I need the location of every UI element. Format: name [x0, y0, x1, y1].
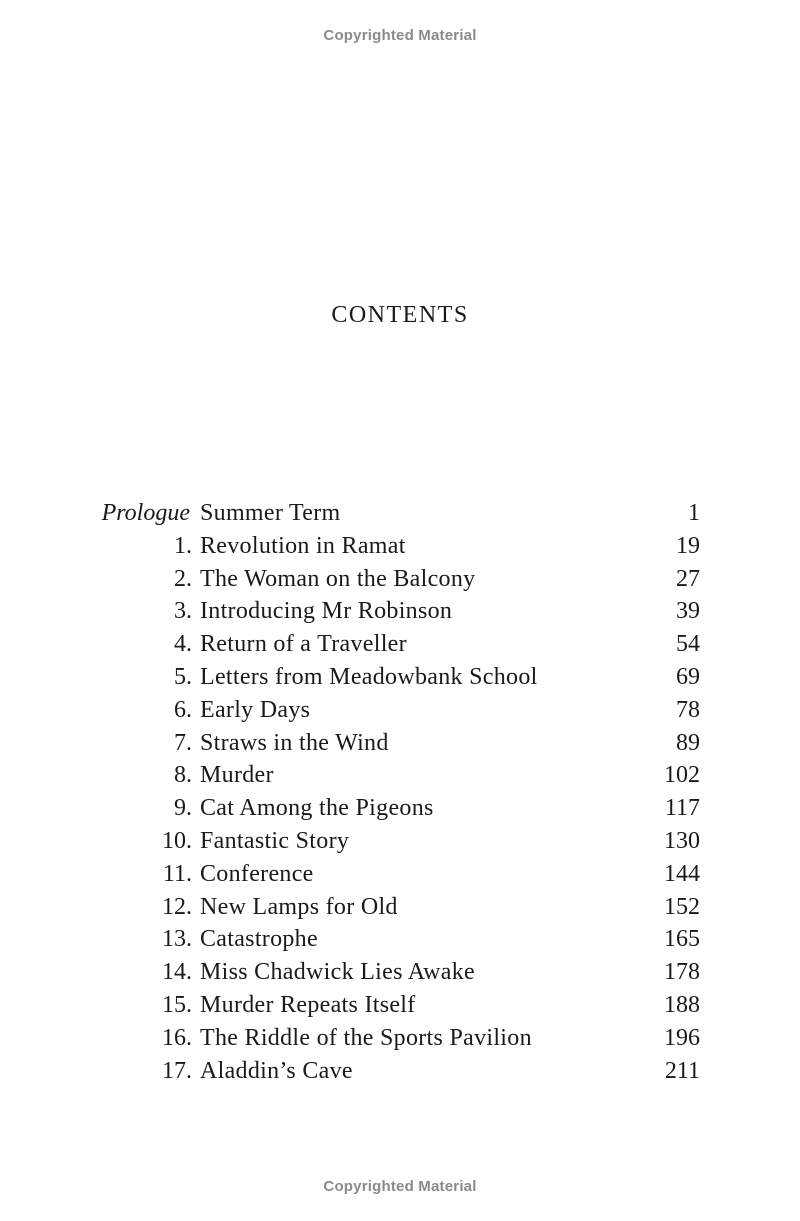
watermark-bottom: Copyrighted Material [323, 1178, 477, 1195]
toc-chapter-number: 14. [162, 959, 192, 986]
toc-page-number: 130 [664, 827, 700, 854]
toc-chapter-title: Murder Repeats Itself [200, 991, 416, 1018]
toc-page-number: 78 [676, 696, 700, 723]
toc-chapter-title: The Woman on the Balcony [200, 565, 476, 592]
toc-chapter-title: Murder [200, 762, 274, 789]
toc-chapter-number: 8. [174, 762, 192, 789]
toc-entry [0, 759, 800, 792]
toc-chapter-title: Letters from Meadowbank School [200, 663, 538, 690]
toc-chapter-number: 12. [162, 893, 192, 920]
toc-chapter-title: Straws in the Wind [200, 729, 389, 756]
toc-chapter-number: 15. [162, 991, 192, 1018]
toc-chapter-number: 17. [162, 1057, 192, 1084]
toc-chapter-number: 6. [174, 696, 192, 723]
toc-page-number: 27 [676, 565, 700, 592]
toc-page-number: 196 [664, 1024, 700, 1051]
contents-heading: CONTENTS [331, 302, 469, 328]
toc-entry [0, 497, 800, 530]
table-of-contents [0, 497, 800, 1087]
toc-chapter-number: 4. [174, 631, 192, 658]
toc-entry [0, 727, 800, 760]
toc-chapter-number: 7. [174, 729, 192, 756]
toc-chapter-number: 5. [174, 663, 192, 690]
toc-entry [0, 661, 800, 694]
toc-chapter-title: Revolution in Ramat [200, 532, 406, 559]
toc-chapter-number: 3. [174, 598, 192, 625]
toc-entry [0, 1022, 800, 1055]
toc-page-number: 188 [664, 991, 700, 1018]
toc-entry [0, 563, 800, 596]
toc-page-number: 39 [676, 598, 700, 625]
toc-entry [0, 989, 800, 1022]
toc-page-number: 117 [664, 795, 700, 822]
toc-chapter-title: Conference [200, 860, 314, 887]
toc-entry [0, 694, 800, 727]
toc-page-number: 152 [664, 893, 700, 920]
toc-entry [0, 923, 800, 956]
toc-page-number: 54 [676, 631, 700, 658]
toc-chapter-number: 9. [174, 795, 192, 822]
toc-prologue-label: Prologue [101, 500, 190, 526]
toc-chapter-title: Catastrophe [200, 926, 318, 953]
toc-page-number: 89 [676, 729, 700, 756]
toc-page-number: 165 [664, 926, 700, 953]
toc-entry [0, 956, 800, 989]
watermark-top: Copyrighted Material [323, 27, 477, 44]
toc-page-number: 178 [664, 959, 700, 986]
toc-entry [0, 825, 800, 858]
toc-page-number: 102 [664, 762, 700, 789]
toc-entry [0, 1055, 800, 1088]
toc-entry [0, 595, 800, 628]
toc-page-number: 211 [664, 1057, 700, 1084]
toc-chapter-number: 1. [174, 532, 192, 559]
toc-chapter-number: 2. [174, 565, 192, 592]
toc-chapter-number: 16. [162, 1024, 192, 1051]
toc-page-number: 69 [676, 663, 700, 690]
toc-chapter-number: 13. [162, 926, 192, 953]
toc-entry [0, 530, 800, 563]
toc-entry [0, 891, 800, 924]
toc-chapter-title: Summer Term [200, 500, 341, 526]
toc-chapter-title: Early Days [200, 696, 311, 723]
toc-entry [0, 628, 800, 661]
toc-chapter-title: The Riddle of the Sports Pavilion [200, 1024, 532, 1051]
toc-chapter-title: New Lamps for Old [200, 893, 398, 920]
toc-chapter-title: Miss Chadwick Lies Awake [200, 959, 475, 986]
toc-entry [0, 858, 800, 891]
toc-chapter-title: Aladdin’s Cave [200, 1057, 353, 1084]
toc-page-number: 144 [664, 860, 700, 887]
toc-chapter-title: Cat Among the Pigeons [200, 795, 434, 822]
toc-chapter-number: 10. [162, 827, 192, 854]
toc-page-number: 1 [688, 500, 700, 526]
toc-chapter-number: 11. [162, 860, 192, 887]
toc-page-number: 19 [676, 532, 700, 559]
toc-chapter-title: Fantastic Story [200, 827, 350, 854]
toc-chapter-title: Introducing Mr Robinson [200, 598, 453, 625]
toc-entry [0, 792, 800, 825]
toc-chapter-title: Return of a Traveller [200, 631, 407, 658]
